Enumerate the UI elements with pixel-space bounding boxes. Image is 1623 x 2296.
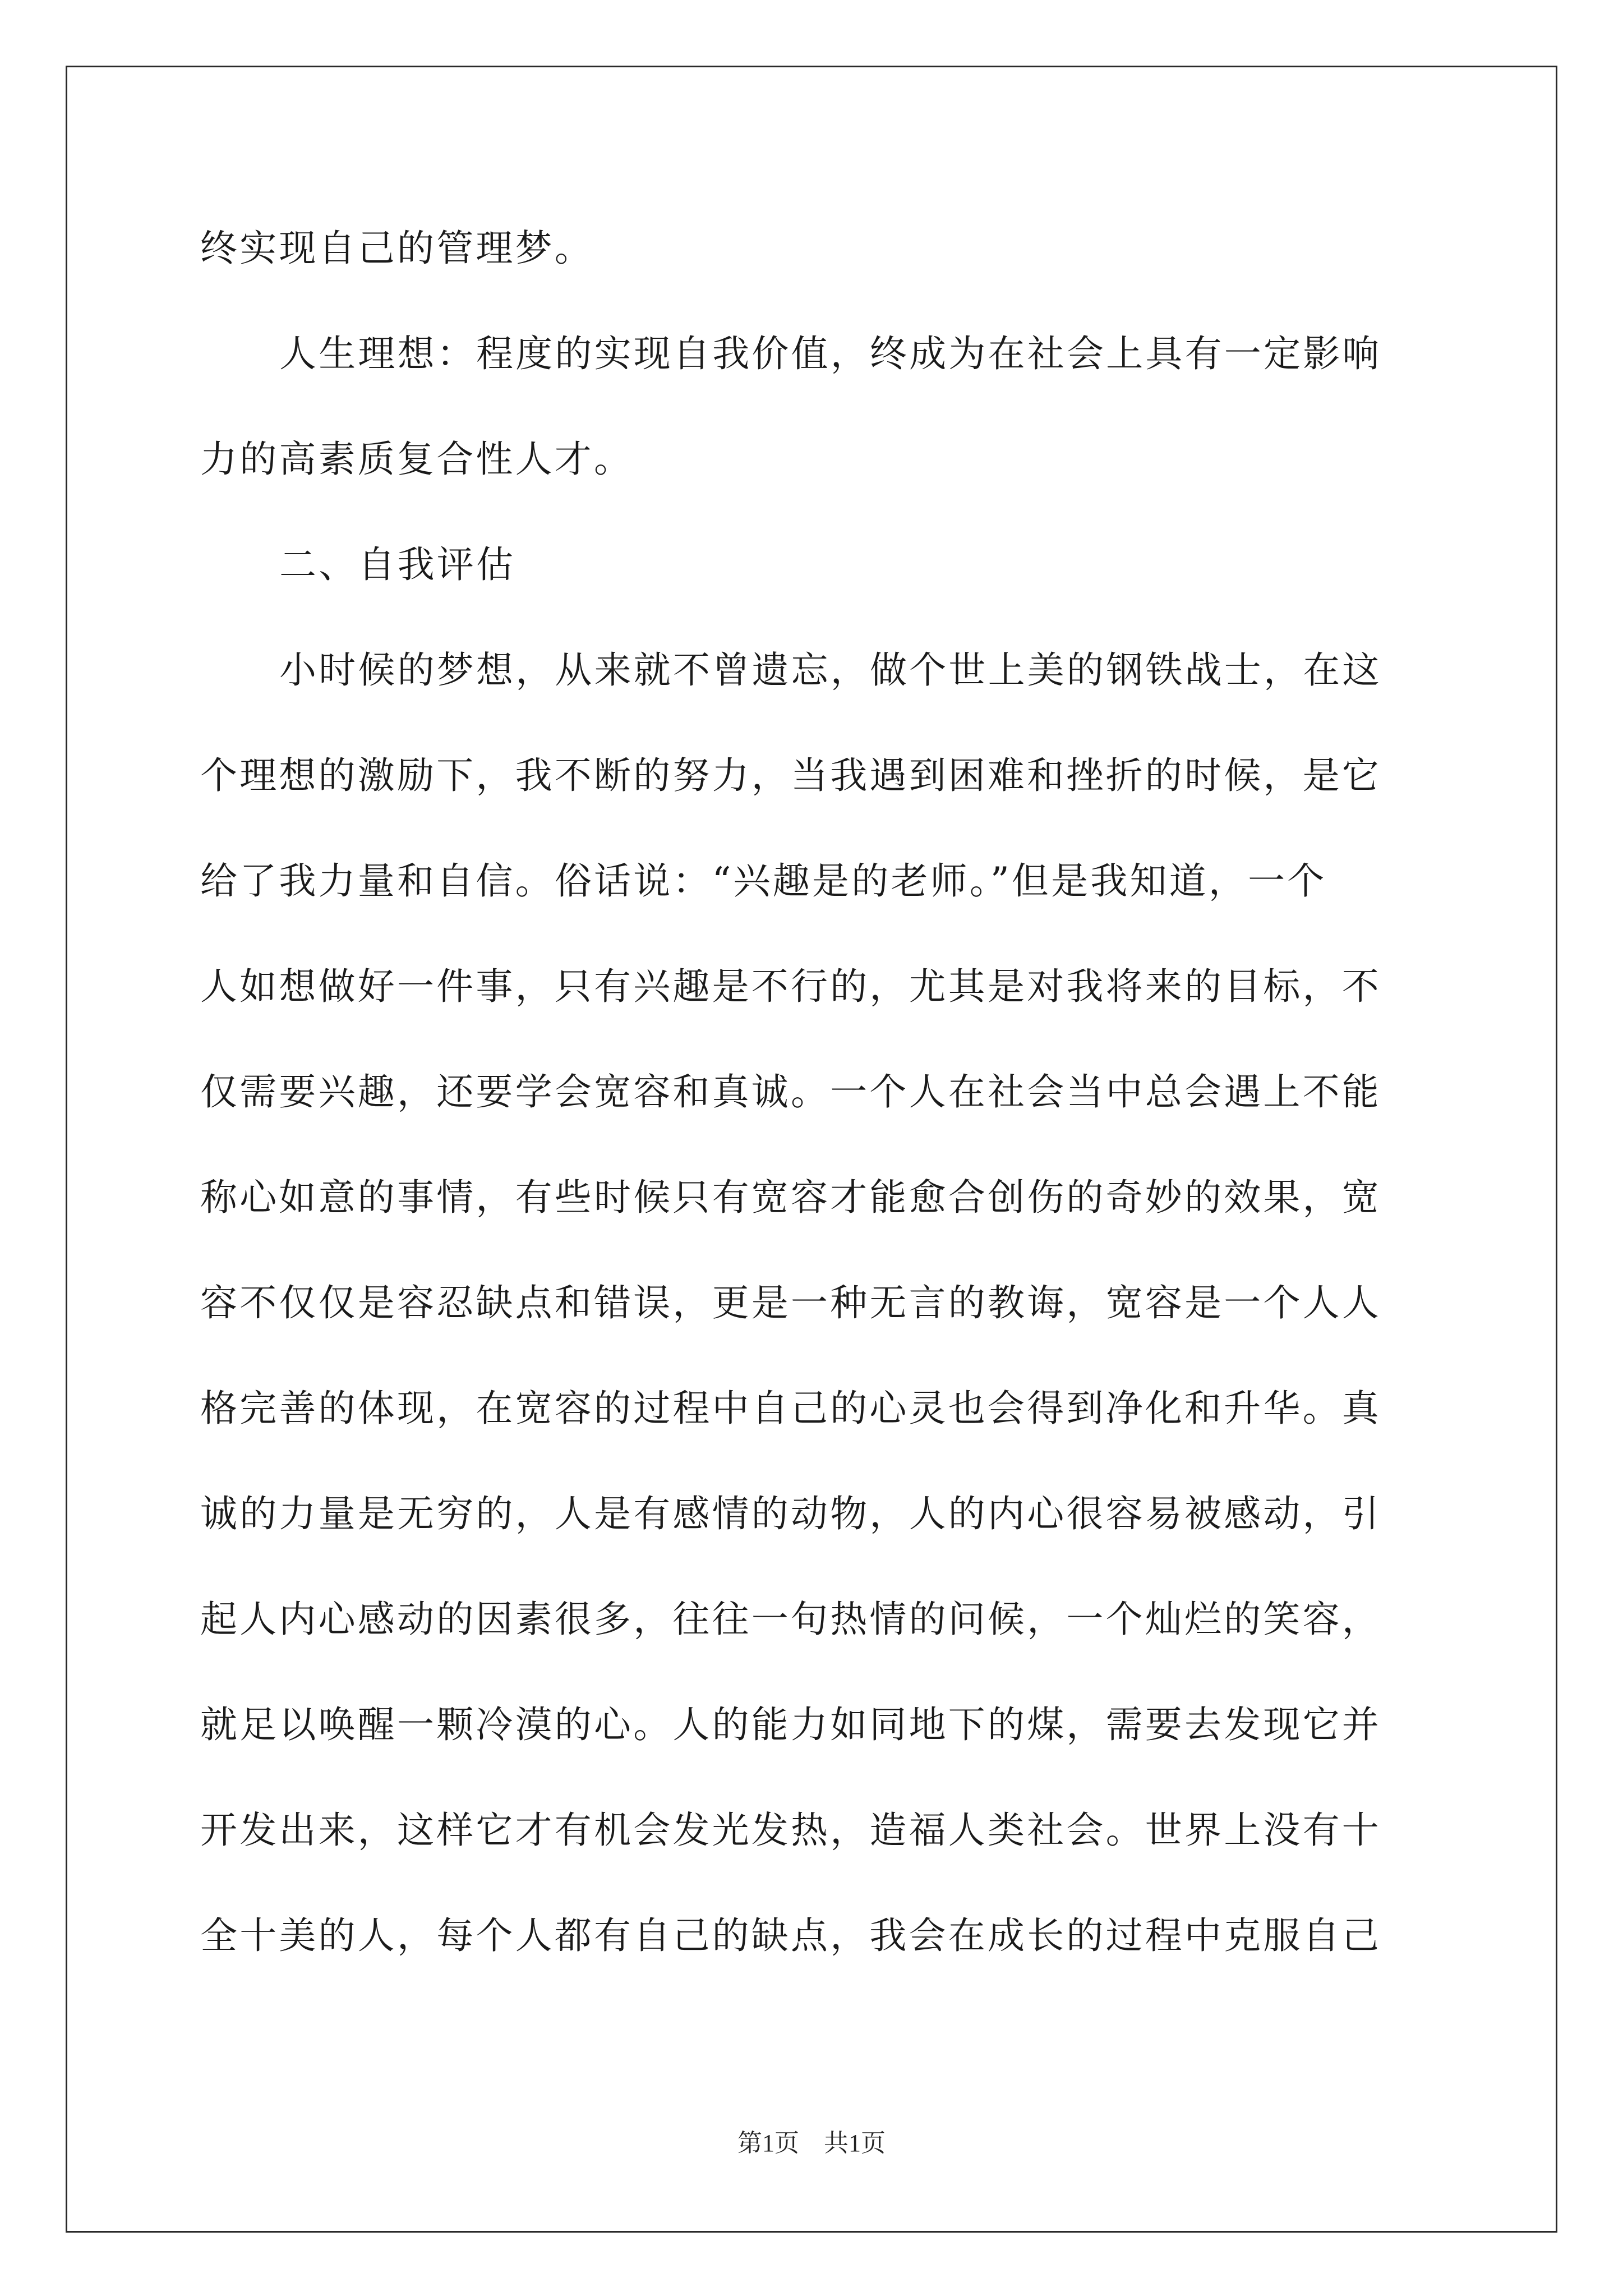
text-line <box>200 437 1434 542</box>
text-line <box>200 1070 1434 1175</box>
line-text: 给了我力量和自信。俗话说：“兴趣是的老师。”但是我知道，一个 <box>200 859 1327 903</box>
line-text: 容不仅仅是容忍缺点和错误，更是一种无言的教诲，宽容是一个人人 <box>200 1281 1381 1324</box>
line-text: 格完善的体现，在宽容的过程中自己的心灵也会得到净化和升华。真 <box>200 1387 1381 1430</box>
line-text: 诚的力量是无穷的，人是有感情的动物，人的内心很容易被感动，引 <box>200 1492 1381 1535</box>
line-text: 个理想的激励下，我不断的努力，当我遇到困难和挫折的时候，是它 <box>200 754 1381 797</box>
line-text: 称心如意的事情，有些时候只有宽容才能愈合创伤的奇妙的效果，宽 <box>200 1176 1381 1219</box>
line-text: 就足以唤醒一颗冷漠的心。人的能力如同地下的煤，需要去发现它并 <box>200 1703 1381 1746</box>
text-line <box>200 964 1434 1070</box>
line-text: 开发出来，这样它才有机会发光发热，造福人类社会。世界上没有十 <box>200 1809 1381 1852</box>
text-line <box>200 1808 1434 1913</box>
text-line <box>200 1175 1434 1281</box>
line-text: 人如想做好一件事，只有兴趣是不行的，尤其是对我将来的目标，不 <box>200 965 1381 1008</box>
text-line <box>200 1597 1434 1703</box>
text-line <box>200 1703 1434 1808</box>
line-text: 全十美的人，每个人都有自己的缺点，我会在成长的过程中克服自己 <box>200 1914 1381 1957</box>
heading-text: 二、自我评估 <box>279 543 516 586</box>
line-text: 小时候的梦想，从来就不曾遗忘，做个世上美的钢铁战士，在这 <box>279 648 1382 692</box>
text-line <box>200 1386 1434 1492</box>
text-line <box>200 859 1434 964</box>
line-text: 仅需要兴趣，还要学会宽容和真诚。一个人在社会当中总会遇上不能 <box>200 1070 1381 1114</box>
text-line <box>200 1913 1434 2019</box>
line-text: 起人内心感动的因素很多，往往一句热情的问候，一个灿烂的笑容， <box>200 1598 1381 1641</box>
section-heading <box>200 542 1434 648</box>
page-footer <box>0 2128 1623 2159</box>
line-text: 人生理想：程度的实现自我价值，终成为在社会上具有一定影响 <box>279 332 1382 375</box>
text-line <box>200 226 1434 332</box>
page-total: 共1页 <box>824 2129 886 2157</box>
page-number: 第1页 <box>737 2129 799 2157</box>
text-line <box>200 648 1434 753</box>
text-line <box>200 1492 1434 1597</box>
text-line <box>200 332 1434 437</box>
text-line <box>200 753 1434 859</box>
line-text: 终实现自己的管理梦。 <box>200 227 594 270</box>
document-body <box>200 226 1434 2019</box>
line-text: 力的高素质复合性人才。 <box>200 438 634 481</box>
footer-spacer <box>799 2129 824 2157</box>
text-line <box>200 1281 1434 1386</box>
